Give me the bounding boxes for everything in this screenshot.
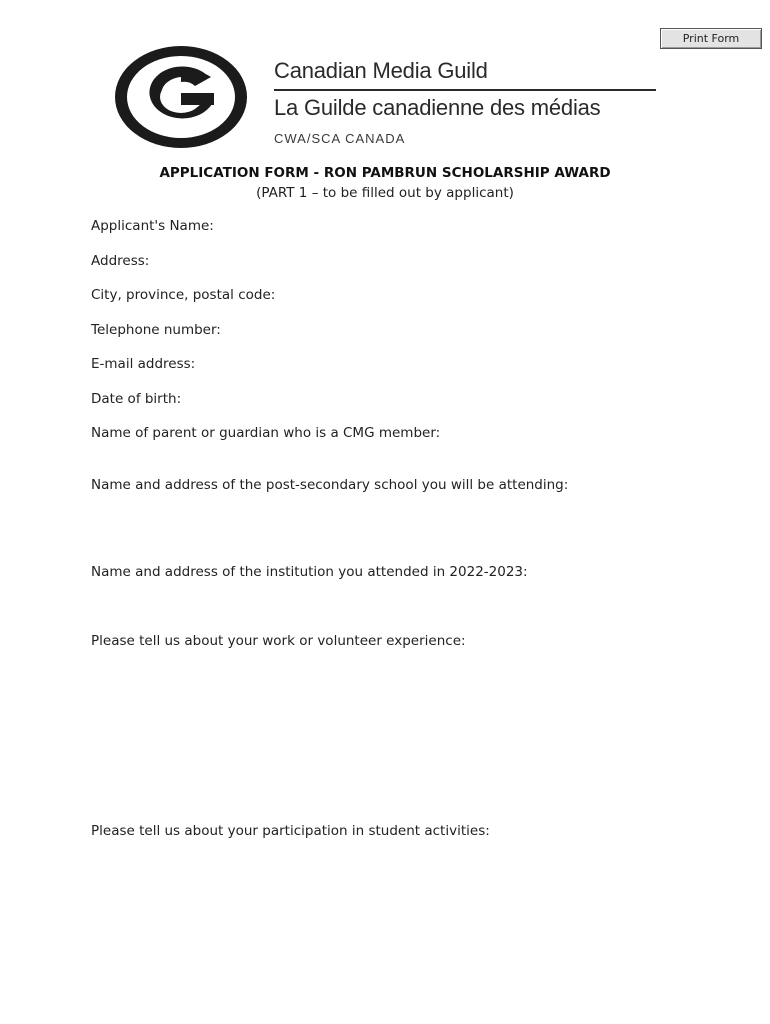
- header-divider: [274, 89, 656, 91]
- telephone-label: Telephone number:: [91, 322, 221, 338]
- parent-guardian-label: Name of parent or guardian who is a CMG member:: [91, 425, 441, 441]
- form-subtitle: (PART 1 – to be filled out by applicant): [256, 185, 514, 201]
- student-activities-label: Please tell us about your participation in student activities:: [91, 823, 490, 839]
- work-experience-label: Please tell us about your work or volunteer experience:: [91, 633, 466, 649]
- org-name-fr: La Guilde canadienne des médias: [274, 95, 601, 120]
- previous-institution-label: Name and address of the institution you attended in 2022-2023:: [91, 564, 528, 580]
- date-of-birth-label: Date of birth:: [91, 391, 182, 407]
- print-form-button[interactable]: Print Form: [660, 28, 762, 49]
- cmg-g-logo-icon: [113, 44, 249, 150]
- applicant-name-label: Applicant's Name:: [91, 218, 214, 234]
- post-secondary-school-label: Name and address of the post-secondary school you will be attending:: [91, 477, 569, 493]
- city-province-postal-label: City, province, postal code:: [91, 287, 276, 303]
- email-label: E-mail address:: [91, 356, 196, 372]
- org-name-en: Canadian Media Guild: [274, 58, 488, 83]
- org-subtitle: CWA/SCA CANADA: [274, 131, 406, 146]
- address-label: Address:: [91, 253, 150, 269]
- form-title: APPLICATION FORM - RON PAMBRUN SCHOLARSHIP AWARD: [159, 165, 611, 181]
